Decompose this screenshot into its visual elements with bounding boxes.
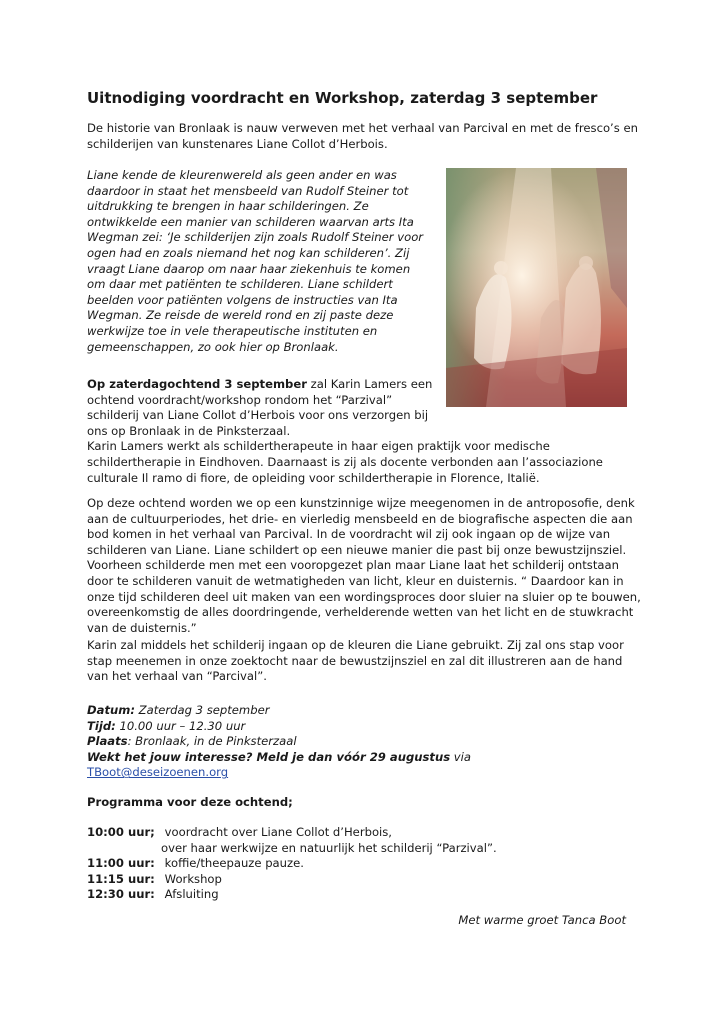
place-row [87,734,647,750]
email-link[interactable]: TBoot@deseizoenen.org [87,765,229,780]
program-text: voordracht over Liane Collot d’Herbois, [161,825,392,839]
program-text: koffie/theepauze pauze. [161,856,304,871]
program-list [87,825,647,903]
intro-paragraph: De historie van Bronlaak is nauw verweven met het verhaal van Parcival en met de fresco’s en schilderijen van kunstenares Liane Collot d’Herbois. [87,121,638,151]
parzival-painting-image [446,168,627,407]
interest-text: Wekt het jouw interesse? Meld je dan vóór 29 augustus [87,749,451,764]
quote-paragraph: Liane kende de kleurenwereld als geen ander en was daardoor in staat het mensbeeld van Rudolf Steiner tot uitdrukking te brengen in haar schilderingen. Ze ontwikkelde een manier van schilderen waarvan arts Ita Wegman zei: ‘Je schilderijen zijn zoals Rudolf Steiner voor ogen had en zoals niemand het nog kan schilderen’. Zij vraagt Liane daarop om naar haar ziekenhuis te komen om daar met patiënten te schilderen. Liane schildert beelden voor patiënten volgens de instructies van Ita Wegman. Ze reisde de wereld rond en zij paste deze werkwijze toe in vele therapeutische instituten en gemeenschappen, zo ook hier op Bronlaak. [87,168,424,354]
time-row [87,719,647,735]
date-value: Zaterdag 3 september [134,703,270,717]
signature: Met warme groet Tanca Boot [458,913,626,927]
document-title: Uitnodiging voordracht en Workshop, zaterdag 3 september [87,89,598,107]
program-time: 10:00 uur; [87,825,155,839]
time-value: 10.00 uur – 12.30 uur [115,718,246,733]
date-row [87,703,647,719]
saturday-intro [87,377,437,439]
program-item-continuation: over haar werkwijze en natuurlijk het schilderij “Parzival”. [161,840,497,855]
program-time: 12:30 uur: [87,887,155,902]
program-item [87,856,647,872]
morning-paragraph: Op deze ochtend worden we op een kunstzinnige wijze meegenomen in de antroposofie, denk aan de cultuurperiodes, het drie- en vierledig mensbeeld en de biografische aspecten die aan bod komen in het verhaal van Parcival. In de voordracht wil zij ook ingaan op de wijze van schilderen van Liane. Liane schildert op een nieuwe manier die past bij onze bewustzijnsziel. Voorheen schilderde men met een vooropgezet plan maar Liane laat het schilderij ontstaan door te schilderen vanuit de wetmatigheden van licht, kleur en duisternis. “ Daardoor kan in onze tijd schilderen deel uit maken van een wordingsproces door sluier na sluier op te bouwen, overeenkomstig de alles doordringende, verhelderende wetten van het licht en de stuwkracht van de duisternis.” [87,496,641,635]
saturday-lead: Op zaterdagochtend 3 september [87,377,307,391]
date-label: Datum: [87,703,135,717]
place-label: Plaats [87,734,128,749]
program-heading: Programma voor deze ochtend; [87,795,293,809]
interest-row [87,750,647,766]
program-item [87,887,647,903]
program-time: 11:00 uur: [87,856,155,871]
program-text: Afsluiting [161,887,219,902]
place-value: : Bronlaak, in de Pinksterzaal [127,734,297,749]
email-row [87,765,647,781]
karin-paragraph: Karin zal middels het schilderij ingaan op de kleuren die Liane gebruikt. Zij zal ons stap voor stap meenemen in onze zoektocht naar de bewustzijnsziel en zal dit illustreren aan de hand van het verhaal van “Parcival”. [87,638,624,684]
saturday-text: zal Karin Lamers een ochtend voordracht/workshop rondom het “Parzival” schilderij van Liane Collot d’Herbois voor ons verzorgen bij ons op Bronlaak in de Pinksterzaal. [87,377,433,438]
via-text: via [450,749,471,764]
event-details [87,703,647,781]
program-item [87,872,647,888]
karin-bio: Karin Lamers werkt als schildertherapeute in haar eigen praktijk voor medische schildertherapie in Eindhoven. Daarnaast is zij als docente verbonden aan l’associazione culturale Il ramo di fiore, de opleiding voor schildertherapie in Florence, Italië. [87,439,603,485]
program-time: 11:15 uur: [87,871,155,886]
program-item [87,825,647,841]
saturday-paragraph [87,377,647,486]
program-text: Workshop [161,871,222,886]
time-label: Tijd: [87,718,116,733]
